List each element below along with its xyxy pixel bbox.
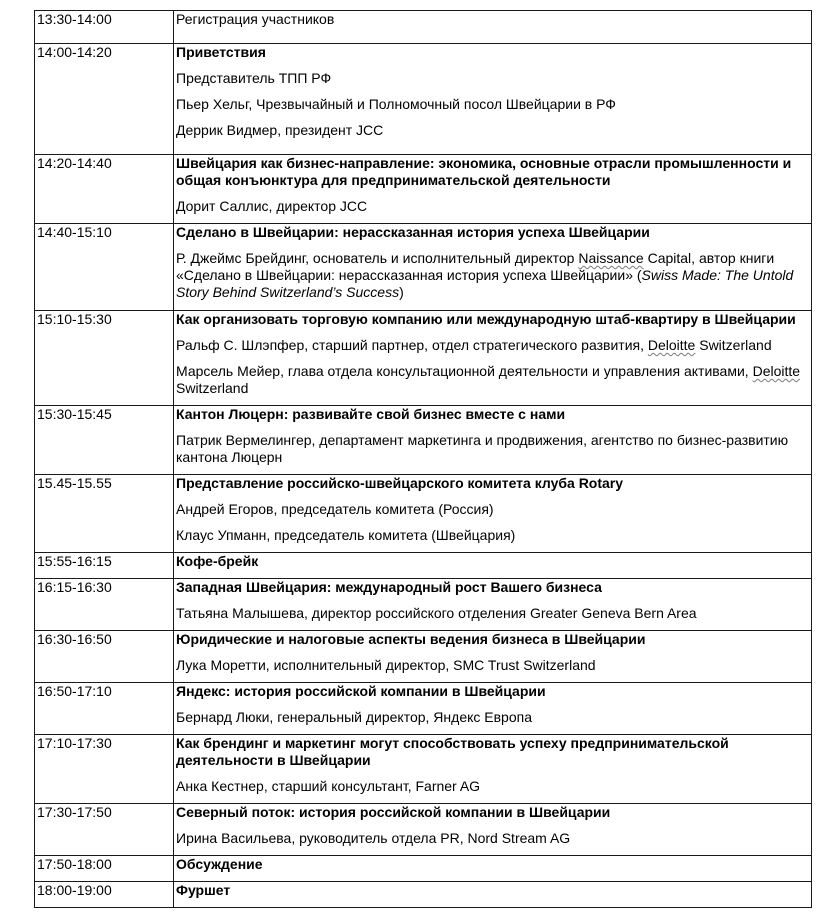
time-cell — [35, 11, 174, 44]
session-cell — [174, 11, 812, 44]
time-text: 17:30-17:50 — [37, 804, 112, 820]
time-text: 14:00-14:20 — [37, 44, 112, 60]
time-text: 18:00-19:00 — [37, 882, 112, 898]
speaker-line: Татьяна Малышева, директор российского отделения Greater Geneva Bern Area — [176, 605, 697, 621]
schedule-row — [35, 631, 812, 683]
speaker-text: Capital, автор книги «Сделано в Швейцарии: нерассказанная история успеха Швейцарии» ( — [176, 250, 775, 283]
session-cell — [174, 155, 812, 224]
schedule-row — [35, 579, 812, 631]
session-title: Яндекс: история российской компании в Швейцарии — [176, 683, 546, 699]
schedule-row — [35, 804, 812, 856]
time-cell — [35, 631, 174, 683]
schedule-row — [35, 683, 812, 735]
speaker-text: Марсель Мейер, глава отдела консультационной деятельности и управления активами, — [176, 363, 753, 379]
speaker-line: Патрик Вермелингер, департамент маркетинга и продвижения, агентство по бизнес-развитию кантона Люцерн — [176, 432, 789, 465]
schedule-row — [35, 882, 812, 908]
session-cell — [174, 311, 812, 406]
time-cell — [35, 683, 174, 735]
schedule-row — [35, 224, 812, 311]
time-text: 17:50-18:00 — [37, 856, 112, 872]
session-cell — [174, 224, 812, 311]
time-cell — [35, 406, 174, 475]
session-cell — [174, 735, 812, 804]
speaker-line — [176, 363, 809, 397]
speaker-text: Р. Джеймс Брейдинг, основатель и исполнительный директор — [176, 250, 579, 266]
time-text: 15:10-15:30 — [37, 311, 112, 327]
speaker-line: Бернард Люки, генеральный директор, Яндекс Европа — [176, 709, 532, 725]
session-cell — [174, 856, 812, 882]
session-title: Швейцария как бизнес-направление: экономика, основные отрасли промышленности и общая конъюнктура для предпринимательской деятельности — [176, 155, 792, 188]
speaker-line: Ирина Васильева, руководитель отдела PR, Nord Stream AG — [176, 830, 571, 846]
time-cell — [35, 579, 174, 631]
company-name: Deloitte — [752, 363, 801, 379]
time-cell — [35, 224, 174, 311]
time-cell — [35, 44, 174, 155]
time-cell — [35, 311, 174, 406]
schedule-table — [34, 10, 812, 908]
schedule-row — [35, 11, 812, 44]
session-title: Кантон Люцерн: развивайте свой бизнес вместе с нами — [176, 406, 566, 422]
schedule-row — [35, 553, 812, 579]
session-title: Западная Швейцария: международный рост Вашего бизнеса — [176, 579, 602, 595]
speaker-line: Анка Кестнер, старший консультант, Farner AG — [176, 778, 481, 794]
time-text: 15:55-16:15 — [37, 553, 112, 569]
schedule-row — [35, 735, 812, 804]
session-cell — [174, 475, 812, 553]
book-title: Swiss Made: The Untold Story Behind Switzerland’s Success — [176, 267, 794, 300]
speaker-text: Switzerland — [176, 380, 249, 396]
company-name: Naissance — [578, 250, 644, 266]
session-cell — [174, 683, 812, 735]
schedule-row — [35, 475, 812, 553]
session-cell — [174, 553, 812, 579]
session-title: Приветствия — [176, 44, 266, 60]
time-cell — [35, 155, 174, 224]
session-title: Кофе-брейк — [176, 553, 259, 569]
speaker-line: Лука Моретти, исполнительный директор, SMC Trust Switzerland — [176, 657, 596, 673]
time-text: 14:40-15:10 — [37, 224, 112, 240]
schedule-row — [35, 406, 812, 475]
speaker-line — [176, 250, 809, 301]
speaker-line: Деррик Видмер, президент JCC — [176, 122, 384, 138]
session-title: Обсуждение — [176, 856, 263, 872]
session-title: Фуршет — [176, 882, 231, 898]
speaker-line: Дорит Саллис, директор JCC — [176, 198, 368, 214]
speaker-line: Пьер Хельг, Чрезвычайный и Полномочный посол Швейцарии в РФ — [176, 96, 616, 112]
session-cell — [174, 406, 812, 475]
session-cell — [174, 44, 812, 155]
session-title: Северный поток: история российской компании в Швейцарии — [176, 804, 611, 820]
speaker-text: ) — [399, 284, 404, 300]
time-text: 16:50-17:10 — [37, 683, 112, 699]
speaker-line: Клаус Упманн, председатель комитета (Швейцария) — [176, 527, 516, 543]
time-text: 15:30-15:45 — [37, 406, 112, 422]
time-cell — [35, 882, 174, 908]
time-text: 13:30-14:00 — [37, 11, 112, 27]
time-text: 16:30-16:50 — [37, 631, 112, 647]
time-cell — [35, 553, 174, 579]
time-text: 15.45-15.55 — [37, 475, 112, 491]
schedule-row — [35, 856, 812, 882]
session-cell — [174, 882, 812, 908]
schedule-row — [35, 155, 812, 224]
session-cell — [174, 579, 812, 631]
session-title: Как брендинг и маркетинг могут способствовать успеху предпринимательской деятельности в Швейцарии — [176, 735, 729, 768]
session-cell — [174, 631, 812, 683]
schedule-row — [35, 44, 812, 155]
session-title: Представление российско-швейцарского комитета клуба Rotary — [176, 475, 624, 491]
speaker-line: Представитель ТПП РФ — [176, 70, 332, 86]
schedule-row — [35, 311, 812, 406]
time-cell — [35, 804, 174, 856]
time-text: 14:20-14:40 — [37, 155, 112, 171]
session-cell — [174, 804, 812, 856]
speaker-text: Ральф С. Шлэпфер, старший партнер, отдел стратегического развития, — [176, 337, 648, 353]
time-cell — [35, 475, 174, 553]
time-cell — [35, 856, 174, 882]
time-text: 17:10-17:30 — [37, 735, 112, 751]
session-title: Регистрация участников — [176, 11, 335, 27]
time-cell — [35, 735, 174, 804]
time-text: 16:15-16:30 — [37, 579, 112, 595]
session-title: Сделано в Швейцарии: нерассказанная история успеха Швейцарии — [176, 224, 650, 240]
speaker-line: Андрей Егоров, председатель комитета (Россия) — [176, 501, 494, 517]
session-title: Как организовать торговую компанию или международную штаб-квартиру в Швейцарии — [176, 311, 796, 327]
speaker-text: Switzerland — [695, 337, 772, 353]
company-name: Deloitte — [647, 337, 696, 353]
session-title: Юридические и налоговые аспекты ведения бизнеса в Швейцарии — [176, 631, 646, 647]
speaker-line — [176, 337, 809, 354]
